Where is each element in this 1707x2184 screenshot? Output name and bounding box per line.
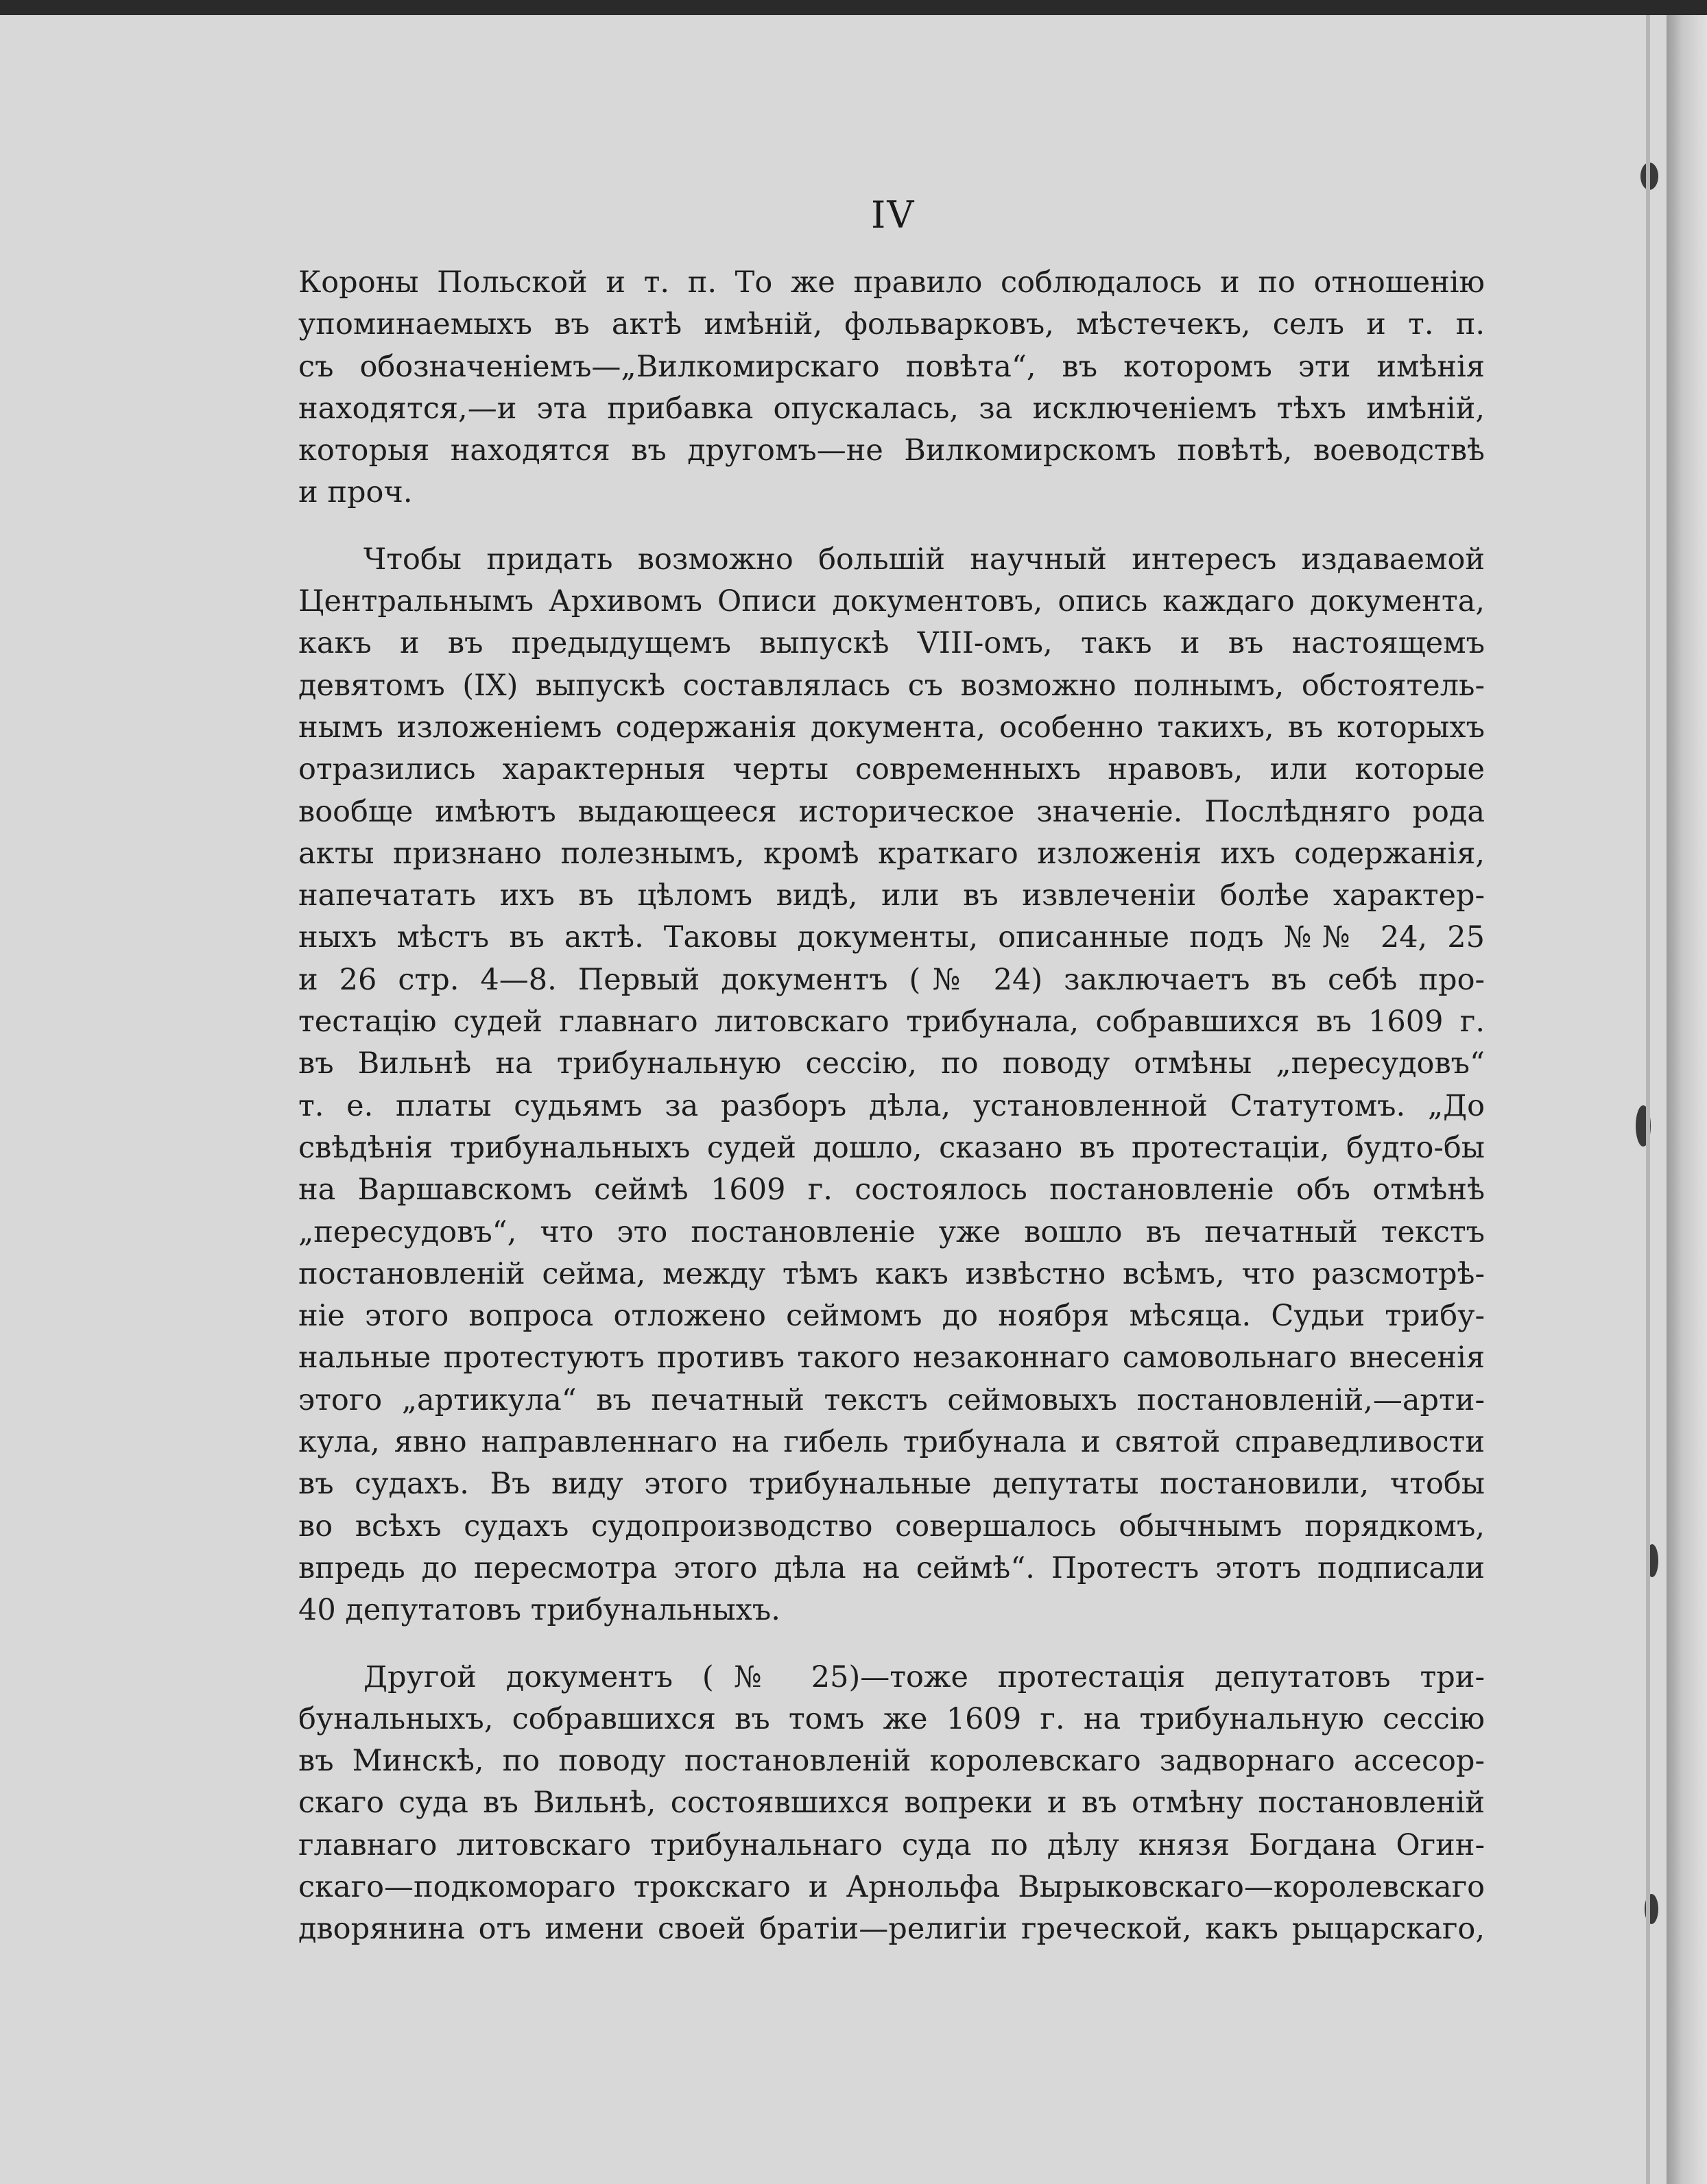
page-number: IV	[871, 193, 916, 237]
text-line: т. е. платы судьямъ за разборъ дѣла, установленной Статутомъ. „До	[298, 1088, 1485, 1123]
text-line: во всѣхъ судахъ судопроизводство совершалось обычнымъ порядкомъ,	[298, 1509, 1485, 1544]
text-line: нымъ изложеніемъ содержанія документа, особенно такихъ, въ которыхъ	[298, 710, 1485, 745]
text-line: Чтобы придать возможно большій научный интересъ издаваемой	[363, 542, 1485, 577]
body-text	[298, 262, 1485, 1951]
text-line: въ Вильнѣ на трибунальную сессію, по поводу отмѣны „пересудовъ“	[298, 1046, 1485, 1081]
text-line: съ обозначеніемъ—„Вилкомирскаго повѣта“, въ которомъ эти имѣнія	[298, 349, 1485, 384]
text-line: девятомъ (IX) выпускѣ составлялась съ возможно полнымъ, обстоятель-	[298, 668, 1485, 703]
text-line: отразились характерныя черты современныхъ нравовъ, или которые	[298, 752, 1485, 787]
text-line: вообще имѣютъ выдающееся историческое значеніе. Послѣдняго рода	[298, 794, 1485, 829]
text-line: и проч.	[298, 475, 413, 510]
page-binding-shadow	[1646, 15, 1650, 2184]
text-line: скаго—подкомораго трокскаго и Арнольфа Вырыковскаго—королевскаго	[298, 1869, 1485, 1904]
text-line: ніе этого вопроса отложено сеймомъ до ноября мѣсяца. Судьи трибу-	[298, 1299, 1485, 1334]
text-line: какъ и въ предыдущемъ выпускѣ VIII-омъ, такъ и въ настоящемъ	[298, 626, 1485, 661]
text-line: бунальныхъ, собравшихся въ томъ же 1609 г. на трибунальную сессію	[298, 1701, 1485, 1736]
text-line: главнаго литовскаго трибунальнаго суда по дѣлу князя Богдана Огин-	[298, 1827, 1485, 1862]
text-line: ныхъ мѣстъ въ актѣ. Таковы документы, описанные подъ №№ 24, 25	[298, 920, 1485, 955]
text-line: которыя находятся въ другомъ—не Вилкомирскомъ повѣтѣ, воеводствѣ	[298, 433, 1485, 468]
text-line: „пересудовъ“, что это постановленіе уже вошло въ печатный текстъ	[298, 1214, 1485, 1249]
text-line: на Варшавскомъ сеймѣ 1609 г. состоялось постановленіе объ отмѣнѣ	[298, 1173, 1485, 1208]
book-page	[0, 15, 1667, 2184]
text-line: этого „артикула“ въ печатный текстъ сеймовыхъ постановленій,—арти-	[298, 1382, 1485, 1417]
text-line: тестацію судей главнаго литовскаго трибунала, собравшихся въ 1609 г.	[298, 1005, 1485, 1040]
text-line: дворянина отъ имени своей братіи—религіи греческой, какъ рыцарскаго,	[298, 1912, 1485, 1947]
text-line: и 26 стр. 4—8. Первый документъ (№ 24) заключаетъ въ себѣ про-	[298, 962, 1485, 997]
text-line: постановленій сейма, между тѣмъ какъ извѣстно всѣмъ, что разсмотрѣ-	[298, 1256, 1485, 1291]
text-line: скаго суда въ Вильнѣ, состоявшихся вопреки и въ отмѣну постановленій	[298, 1786, 1485, 1821]
text-line: напечатать ихъ въ цѣломъ видѣ, или въ извлеченіи болѣе характер-	[298, 878, 1485, 913]
text-line: свѣдѣнія трибунальныхъ судей дошло, сказано въ протестаціи, будто-бы	[298, 1130, 1485, 1165]
text-line: въ судахъ. Въ виду этого трибунальные депутаты постановили, чтобы	[298, 1467, 1485, 1502]
text-line: Другой документъ (№ 25)—тоже протестація депутатовъ три-	[363, 1659, 1485, 1694]
text-line: упоминаемыхъ въ актѣ имѣній, фольварковъ, мѣстечекъ, селъ и т. п.	[298, 307, 1485, 342]
text-line: въ Минскѣ, по поводу постановленій королевскаго задворнаго ассесор-	[298, 1744, 1485, 1779]
scan-right-edge	[1667, 15, 1707, 2184]
text-line: Центральнымъ Архивомъ Описи документовъ, опись каждаго документа,	[298, 584, 1485, 619]
text-line: нальные протестуютъ противъ такого незаконнаго самовольнаго внесенія	[298, 1341, 1485, 1376]
text-line: Короны Польской и т. п. То же правило соблюдалось и по отношенію	[298, 265, 1485, 300]
text-line: акты признано полезнымъ, кромѣ краткаго изложенія ихъ содержанія,	[298, 836, 1485, 871]
text-line: кула, явно направленнаго на гибель трибунала и святой справедливости	[298, 1425, 1485, 1460]
text-line: находятся,—и эта прибавка опускалась, за исключеніемъ тѣхъ имѣній,	[298, 391, 1485, 426]
text-line: впредь до пересмотра этого дѣла на сеймѣ“. Протестъ этотъ подписали	[298, 1550, 1485, 1585]
text-line: 40 депутатовъ трибунальныхъ.	[298, 1593, 780, 1628]
